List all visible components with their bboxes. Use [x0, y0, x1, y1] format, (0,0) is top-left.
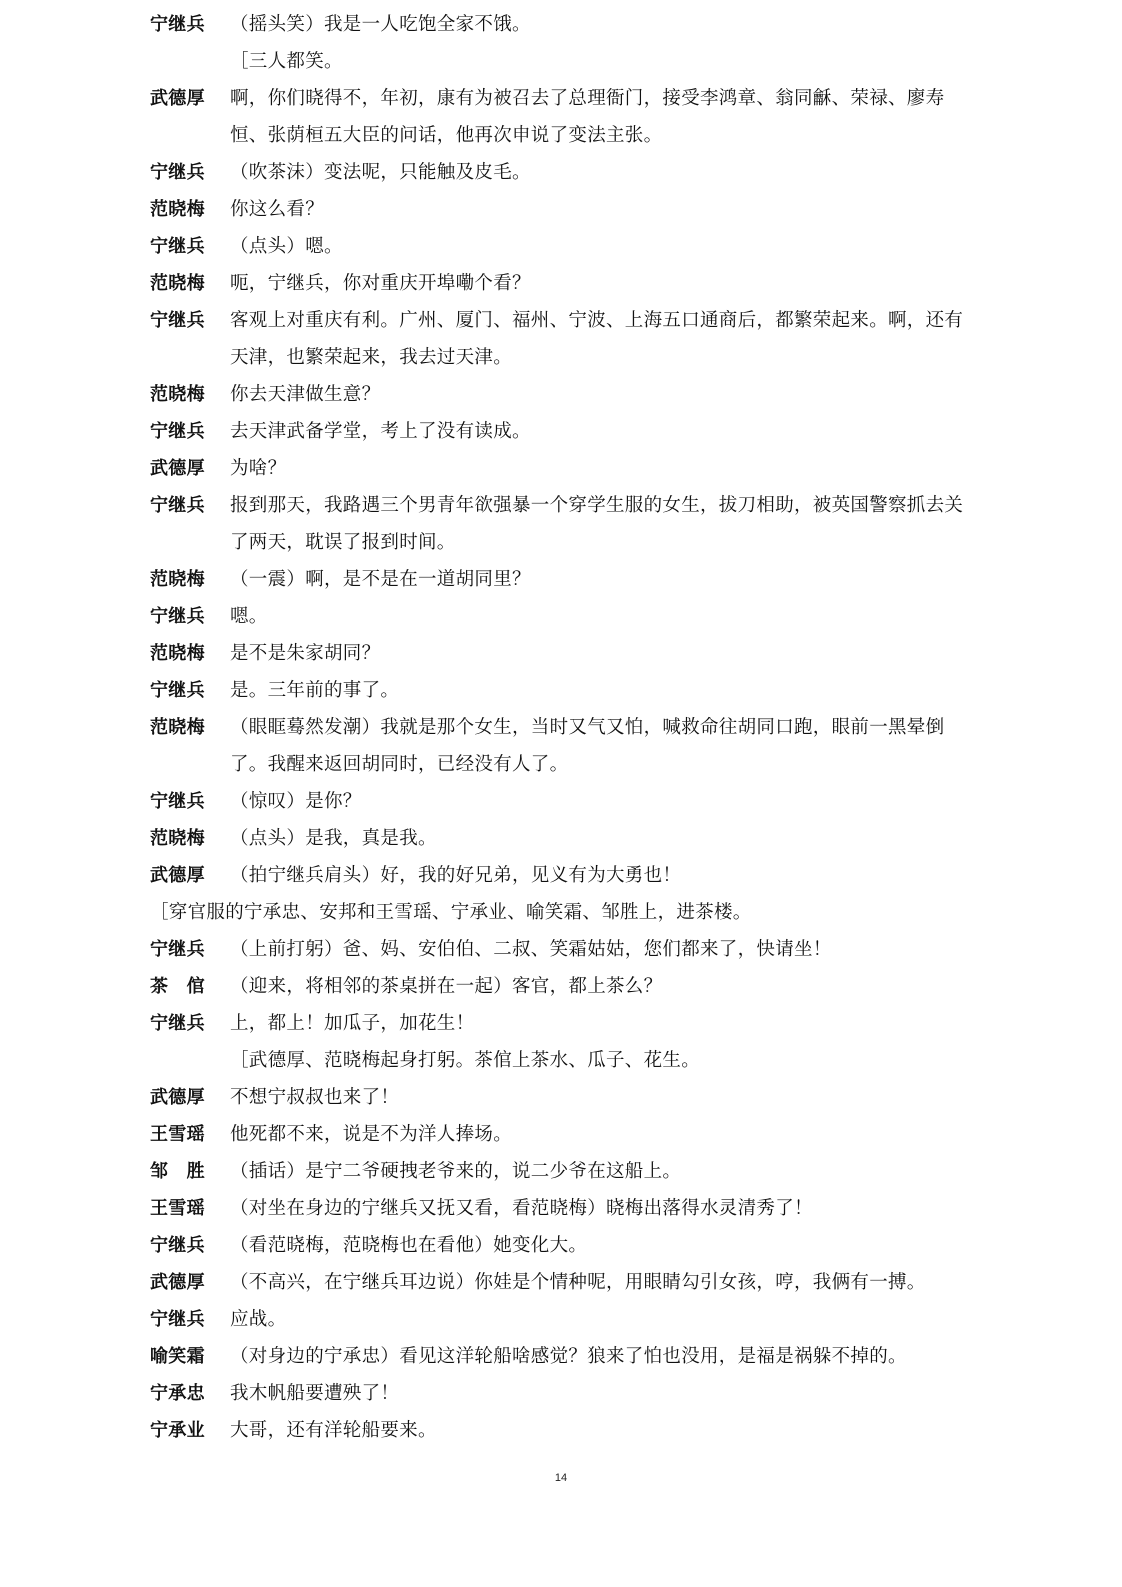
speaker-name: 范晓梅: [150, 273, 205, 294]
dialogue-line: [150, 783, 968, 820]
speaker-name: 范晓梅: [150, 643, 205, 664]
speaker-name: 范晓梅: [150, 384, 205, 405]
speaker-name: 喻笑霜: [150, 1346, 205, 1367]
dialogue-line: [150, 1190, 968, 1227]
speaker-name: 宁继兵: [150, 310, 205, 331]
speaker-name: 邹 胜: [150, 1161, 205, 1182]
dialogue-line: [150, 857, 968, 894]
dialogue-text: （点头）是我，真是我。: [230, 828, 437, 849]
dialogue-line: [150, 1153, 968, 1190]
speaker-name: 宁继兵: [150, 1309, 205, 1330]
dialogue-text: （对坐在身边的宁继兵又抚又看，看范晓梅）晓梅出落得水灵清秀了！: [230, 1198, 813, 1219]
speaker-name: 宁继兵: [150, 939, 205, 960]
dialogue-line: [150, 968, 968, 1005]
speaker-name: 宁继兵: [150, 680, 205, 701]
speaker-name: 范晓梅: [150, 717, 205, 738]
dialogue-text: （惊叹）是你？: [230, 791, 362, 812]
speaker-name: 宁继兵: [150, 495, 205, 516]
script-body: [150, 6, 968, 1449]
dialogue-line: [150, 1116, 968, 1153]
dialogue-text: 上，都上！加瓜子，加花生！: [230, 1013, 475, 1034]
dialogue-line: [150, 376, 968, 413]
dialogue-text: （拍宁继兵肩头）好，我的好兄弟，见义有为大勇也！: [230, 865, 682, 886]
dialogue-text: 不想宁叔叔也来了！: [230, 1087, 400, 1108]
dialogue-text: 嗯。: [230, 606, 268, 627]
dialogue-line: [150, 1227, 968, 1264]
speaker-name: 宁继兵: [150, 606, 205, 627]
stage-direction: [150, 43, 968, 80]
speaker-name: 宁继兵: [150, 421, 205, 442]
dialogue-text: 你去天津做生意？: [230, 384, 381, 405]
dialogue-line: [150, 1375, 968, 1412]
dialogue-line: [150, 1005, 968, 1042]
stage-direction: [150, 1042, 968, 1079]
dialogue-line: [150, 413, 968, 450]
dialogue-line: [150, 672, 968, 709]
dialogue-text: （摇头笑）我是一人吃饱全家不饿。: [230, 14, 531, 35]
speaker-name: 范晓梅: [150, 199, 205, 220]
speaker-name: 茶 倌: [150, 976, 205, 997]
dialogue-line: [150, 1264, 968, 1301]
speaker-name: 王雪瑶: [150, 1198, 205, 1219]
speaker-name: 武德厚: [150, 88, 205, 109]
dialogue-text: （眼眶蓦然发潮）我就是那个女生，当时又气又怕，喊救命往胡同口跑，眼前一黑晕倒了。我醒来返回胡同时，已经没有人了。: [230, 717, 945, 775]
dialogue-line: [150, 1301, 968, 1338]
speaker-name: 范晓梅: [150, 569, 205, 590]
dialogue-line: [150, 154, 968, 191]
dialogue-text: （看范晓梅，范晓梅也在看他）她变化大。: [230, 1235, 588, 1256]
dialogue-text: （对身边的宁承忠）看见这洋轮船啥感觉？狼来了怕也没用，是福是祸躲不掉的。: [230, 1346, 907, 1367]
dialogue-line: [150, 302, 968, 376]
speaker-name: 武德厚: [150, 1272, 205, 1293]
dialogue-text: 啊，你们晓得不，年初，康有为被召去了总理衙门，接受李鸿章、翁同龢、荣禄、廖寿恒、张荫桓五大臣的问话，他再次申说了变法主张。: [230, 88, 945, 146]
speaker-name: 范晓梅: [150, 828, 205, 849]
dialogue-line: [150, 228, 968, 265]
page-number: 14: [554, 1472, 568, 1484]
dialogue-text: 我木帆船要遭殃了！: [230, 1383, 400, 1404]
dialogue-line: [150, 265, 968, 302]
speaker-name: 武德厚: [150, 1087, 205, 1108]
speaker-name: 宁继兵: [150, 1235, 205, 1256]
dialogue-text: 呃，宁继兵，你对重庆开埠嘞个看？: [230, 273, 531, 294]
speaker-name: 王雪瑶: [150, 1124, 205, 1145]
dialogue-text: 为啥？: [230, 458, 287, 479]
stage-direction-text: ［穿官服的宁承忠、安邦和王雪瑶、宁承业、喻笑霜、邹胜上，进茶楼。: [150, 902, 752, 923]
dialogue-text: 客观上对重庆有利。广州、厦门、福州、宁波、上海五口通商后，都繁荣起来。啊，还有天津，也繁荣起来，我去过天津。: [230, 310, 964, 368]
stage-direction: [150, 894, 968, 931]
dialogue-line: [150, 1338, 968, 1375]
dialogue-line: [150, 80, 968, 154]
speaker-name: 宁承业: [150, 1420, 205, 1441]
dialogue-line: [150, 450, 968, 487]
dialogue-text: 去天津武备学堂，考上了没有读成。: [230, 421, 531, 442]
dialogue-text: 是不是朱家胡同？: [230, 643, 381, 664]
dialogue-line: [150, 191, 968, 228]
speaker-name: 武德厚: [150, 865, 205, 886]
speaker-name: 宁继兵: [150, 1013, 205, 1034]
dialogue-line: [150, 820, 968, 857]
speaker-name: 宁继兵: [150, 791, 205, 812]
dialogue-text: （一震）啊，是不是在一道胡同里？: [230, 569, 531, 590]
dialogue-text: 是。三年前的事了。: [230, 680, 400, 701]
dialogue-text: （上前打躬）爸、妈、安伯伯、二叔、笑霜姑姑，您们都来了，快请坐！: [230, 939, 832, 960]
dialogue-text: 他死都不来，说是不为洋人捧场。: [230, 1124, 513, 1145]
speaker-name: 宁继兵: [150, 236, 205, 257]
dialogue-text: 大哥，还有洋轮船要来。: [230, 1420, 437, 1441]
dialogue-line: [150, 635, 968, 672]
dialogue-line: [150, 931, 968, 968]
dialogue-text: 应战。: [230, 1309, 287, 1330]
dialogue-text: 你这么看？: [230, 199, 325, 220]
dialogue-line: [150, 487, 968, 561]
dialogue-line: [150, 6, 968, 43]
speaker-name: 武德厚: [150, 458, 205, 479]
speaker-name: 宁继兵: [150, 162, 205, 183]
stage-direction-text: ［武德厚、范晓梅起身打躬。茶倌上茶水、瓜子、花生。: [230, 1050, 701, 1071]
dialogue-line: [150, 1412, 968, 1449]
dialogue-text: （迎来，将相邻的茶桌拼在一起）客官，都上茶么？: [230, 976, 663, 997]
dialogue-text: （点头）嗯。: [230, 236, 343, 257]
speaker-name: 宁承忠: [150, 1383, 205, 1404]
dialogue-text: （插话）是宁二爷硬拽老爷来的，说二少爷在这船上。: [230, 1161, 682, 1182]
stage-direction-text: ［三人都笑。: [230, 51, 343, 72]
dialogue-line: [150, 561, 968, 598]
dialogue-line: [150, 598, 968, 635]
dialogue-text: 报到那天，我路遇三个男青年欲强暴一个穿学生服的女生，拔刀相助，被英国警察抓去关了两天，耽误了报到时间。: [230, 495, 964, 553]
dialogue-text: （不高兴，在宁继兵耳边说）你娃是个情种呢，用眼睛勾引女孩，哼，我俩有一搏。: [230, 1272, 926, 1293]
dialogue-text: （吹茶沫）变法呢，只能触及皮毛。: [230, 162, 531, 183]
dialogue-line: [150, 1079, 968, 1116]
speaker-name: 宁继兵: [150, 14, 205, 35]
dialogue-line: [150, 709, 968, 783]
